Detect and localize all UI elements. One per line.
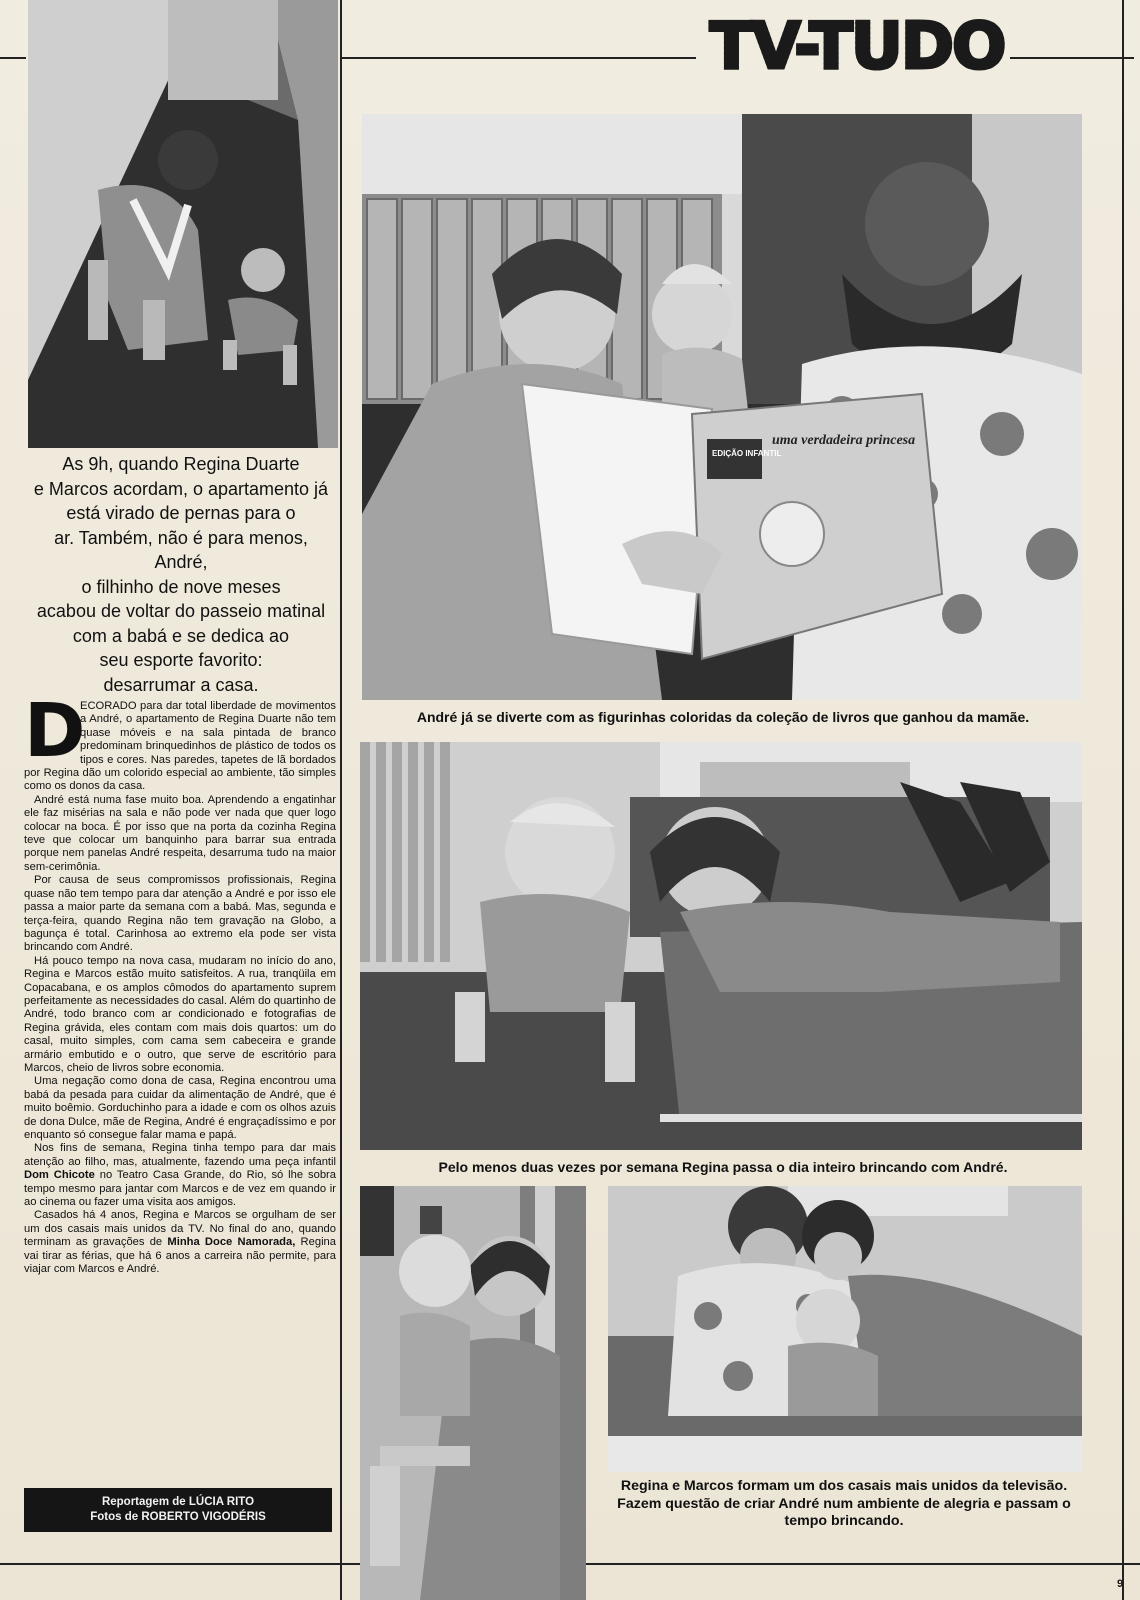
article-paragraph: Há pouco tempo na nova casa, mudaram no início do ano, Regina e Marcos estão muito satisfeitos. A rua, tranqüila em Copacabana, e os amplos cômodos do apartamento suprem perfeitamente as necessidades do casal. Além do quartinho de André, todo branco com ar condicionado e fotografias de Regina grávida, eles contam com mais dois quartos: um do casal, muito simples, com cama sem cabeceira e grande armário embutido e o outro, que serve de escritório para Marcos, cheio de livros sobre economia. [24,954,336,1074]
lead-line: As 9h, quando Regina Duarte [62,454,300,474]
paragraph-text: Nos fins de semana, Regina tinha tempo para dar mais atenção ao filho, mas, atualmente, fazendo uma peça infantil [24,1142,336,1168]
drop-cap: D [24,688,86,774]
article-paragraph [24,688,336,794]
lead-line: o filhinho de nove meses [81,576,281,597]
caption-couple: Regina e Marcos formam um dos casais mais unidos da televisão. Fazem questão de criar André num ambiente de alegria e passam o tempo brincando. [617,1478,1071,1529]
article-body [24,688,337,1276]
caption-playing: Pelo menos duas vezes por semana Regina passa o dia inteiro brincando com André. [438,1159,1008,1175]
photo-credit: Fotos de ROBERTO VIGODÉRIS [90,1511,266,1523]
article-paragraph: André está numa fase muito boa. Aprendendo a engatinhar ele faz misérias na sala e não pode ver nada que quer logo colocar na boca. É por isso que na porta da cozinha Regina teve que colocar um banquinho para barrar sua entrada porque nem panelas André respeita, desarruma tudo na maior sem-cerimônia. [24,793,336,873]
column-divider [340,0,342,1600]
page-number: 9 [1117,1578,1124,1590]
photo-mother-holding-baby [360,1186,586,1600]
article-paragraph [24,1209,336,1276]
paragraph-text: no Teatro Casa Grande, do Rio, só lhe sobra tempo mesmo para jantar com Marcos e de vez em quando ir ao cinema ou fazer uma visita aos amigos. [24,1169,337,1209]
credits-box [24,1488,332,1532]
article-paragraph: Uma negação como dona de casa, Regina encontrou uma babá da pesada para cuidar da alimentação de André, que é muito boêmio. Gorduchinho para a idade e com os olhos azuis de dona Dulce, mãe de Regina, André é engraçadíssimo e por enquanto só consegue falar mama e papá. [24,1075,336,1141]
lead-line: e Marcos acordam, o apartamento já [33,478,329,499]
divider-rule [1010,57,1134,59]
reporter-credit: Reportagem de LÚCIA RITO [101,1496,255,1508]
show-title: Minha Doce Namorada, [167,1236,296,1249]
lead-paragraph [28,452,334,697]
photo-hallway-crawling [28,0,338,448]
photo-sofa-playing [360,742,1082,1150]
lead-line: seu esporte favorito: [99,650,263,670]
caption-reading: André já se diverte com as figurinhas coloridas da coleção de livros que ganhou da mamãe. [416,709,1030,725]
divider-rule [0,57,26,59]
book-label: EDIÇÃO INFANTIL [712,449,782,458]
photo-family-reading [362,114,1082,700]
paragraph-text: ECORADO para dar total liberdade de movimentos a André, o apartamento de Regina Duarte não tem quase móveis e na sala pintada de branco predominam brinquedinhos de plástico de todos os tipos e cores. Nas paredes, tapetes de lã bordados por Regina dão um colorido especial ao ambiente, tão simples como os donos da casa. [24,700,336,793]
photo-couple-floor [608,1186,1082,1472]
lead-line: acabou de voltar do passeio matinal [36,601,326,621]
masthead-logo: TV-TUDO [698,10,1016,84]
book-title: uma verdadeira princesa [772,433,916,448]
divider-rule [340,57,696,59]
article-paragraph [24,1142,336,1209]
article-paragraph: Por causa de seus compromissos profissionais, Regina quase não tem tempo para dar atenção a André e por isso ele passa a maior parte da semana com a babá. Mas, segunda e terça-feira, quando Regina não tem gravação na Globo, a bagunça é total. Carinhosa ao extremo ela pode ser vista brincando com André. [24,874,336,954]
paragraph-text: Regina vai tirar as férias, que há 6 anos a carreira não permite, para viajar com Marcos e André. [24,1236,337,1276]
play-title: Dom Chicote [24,1169,95,1182]
lead-line: desarrumar a casa. [103,674,259,695]
lead-line: com a babá e se dedica ao [72,625,290,646]
page-edge-rule [1122,0,1124,1600]
paragraph-text: Casados há 4 anos, Regina e Marcos se orgulham de ser um dos casais mais unidos da TV. No final do ano, quando terminam as gravações de [24,1209,336,1249]
lead-line: está virado de pernas para o [66,503,296,523]
lead-line: ar. Também, não é para menos, André, [54,527,308,572]
